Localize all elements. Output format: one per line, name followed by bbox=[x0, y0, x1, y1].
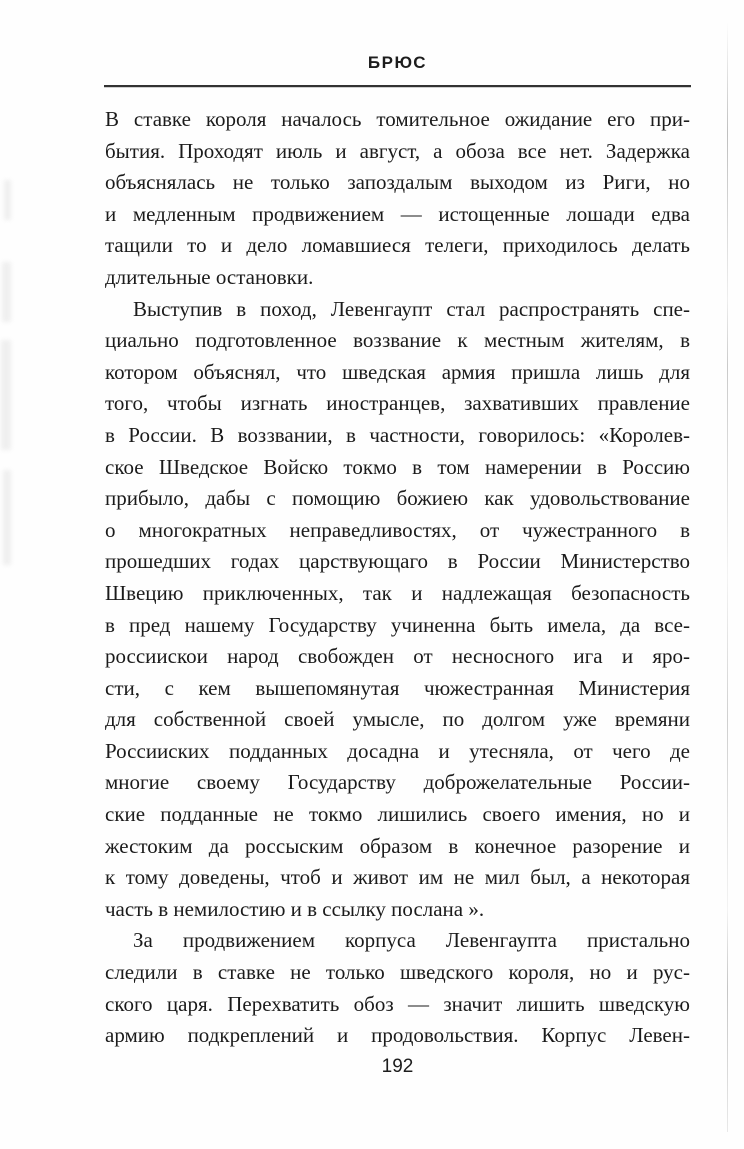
text-line: следили в ставке не только шведского короля, но и рус- bbox=[105, 960, 690, 985]
text-line: армию подкреплений и продовольствия. Корпус Левен- bbox=[105, 1023, 690, 1048]
text-line: Россииских подданных досадна и утесняла, от чего де bbox=[105, 738, 690, 763]
text-line: к тому доведены, чтоб и живот им не мил был, а некоторая bbox=[105, 865, 690, 890]
page-number: 192 bbox=[381, 1056, 414, 1077]
text-line: ские подданные не токмо лишились своего имения, но и bbox=[105, 802, 690, 827]
text-line: котором объяснял, что шведская армия пришла лишь для bbox=[105, 359, 690, 384]
text-line: часть в немилостию и в ссылку послана ». bbox=[105, 896, 485, 921]
text-line: бытия. Проходят июль и август, а обоза все нет. Задержка bbox=[105, 138, 690, 163]
text-line: прошедших годах царствующаго в России Министерство bbox=[105, 549, 690, 574]
text-line: и медленным продвижением — истощенные лошади едва bbox=[105, 201, 690, 226]
text-line: ского царя. Перехватить обоз — значит лишить шведскую bbox=[105, 991, 690, 1016]
text-line: За продвижением корпуса Левенгаупта пристально bbox=[133, 928, 690, 953]
text-line: ское Шведское Войско токмо в том намерении в Россию bbox=[105, 454, 690, 479]
scan-edge-artifact bbox=[727, 22, 728, 1132]
scan-smudge-artifact bbox=[4, 180, 11, 220]
text-line: жестоким да россыским образом в конечное разорение и bbox=[105, 833, 690, 858]
text-line: прибыло, дабы с помощию божиею как удовольствование bbox=[105, 486, 690, 511]
scan-smudge-artifact bbox=[3, 470, 11, 565]
text-line: о многократных неправедливостях, от чужестранного в bbox=[105, 517, 690, 542]
text-line: многие своему Государству доброжелательные России- bbox=[105, 770, 690, 795]
text-line: циально подготовленное воззвание к местным жителям, в bbox=[105, 328, 690, 353]
text-line: длительные остановки. bbox=[105, 264, 314, 289]
running-header: БРЮС bbox=[367, 53, 428, 72]
text-line: для собственной своей умысле, по долгом уже времяни bbox=[105, 707, 690, 732]
scan-smudge-artifact bbox=[2, 262, 11, 322]
text-line: в пред нашему Государству учиненна быть имела, да все- bbox=[105, 612, 690, 637]
text-line: Швецию приключенных, так и надлежащая безопасность bbox=[105, 580, 690, 605]
text-line: россиискои народ свобожден от несносного ига и яро- bbox=[105, 644, 690, 669]
text-line: того, чтобы изгнать иностранцев, захвативших правление bbox=[105, 391, 690, 416]
text-line: сти, с кем вышепомянутая чюжестранная Министерия bbox=[105, 675, 690, 700]
text-line: тащили то и дело ломавшиеся телеги, приходилось делать bbox=[105, 233, 690, 258]
scan-smudge-artifact bbox=[1, 340, 11, 450]
text-line: в России. В воззвании, в частности, говорилось: «Королев- bbox=[105, 422, 690, 447]
page-text bbox=[105, 104, 690, 1052]
text-line: В ставке короля началось томительное ожидание его при- bbox=[105, 107, 690, 131]
text-line: Выступив в поход, Левенгаупт стал распространять спе- bbox=[133, 296, 690, 321]
text-line: объяснялась не только запоздалым выходом из Риги, но bbox=[105, 170, 690, 195]
header-rule bbox=[104, 85, 691, 87]
